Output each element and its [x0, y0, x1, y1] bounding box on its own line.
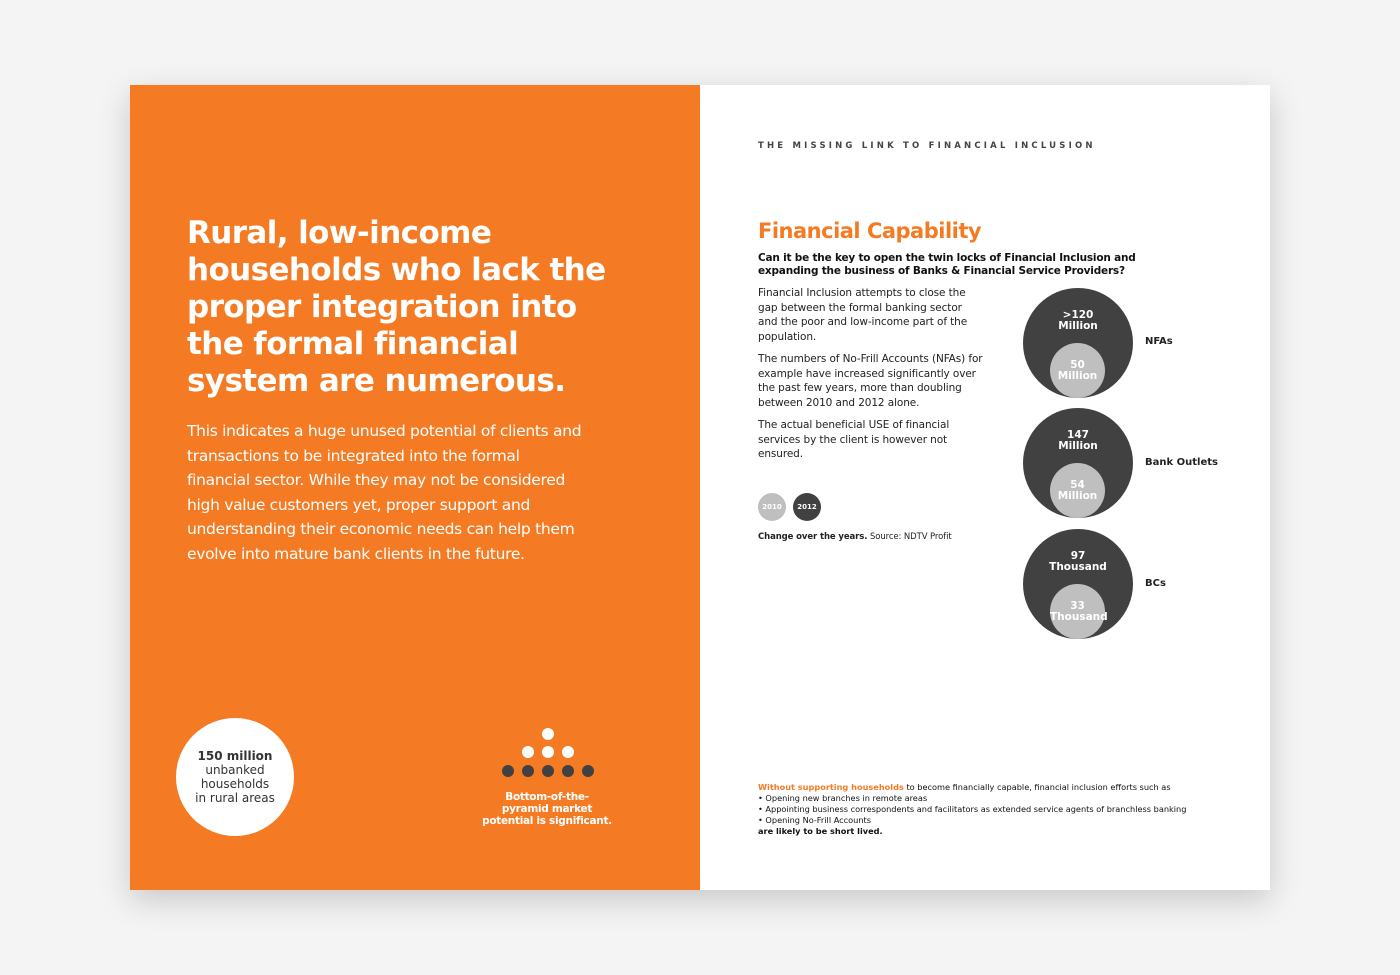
footnote — [758, 782, 1218, 837]
body-paragraph: The actual beneficial USE of financial services by the client is however not ensured. — [758, 419, 950, 460]
footnote-lead-in: Without supporting households — [758, 782, 904, 792]
footnote-bullet: • Appointing business correspondents and facilitators as extended service agents of branchless banking — [758, 804, 1187, 814]
footnote-bullet: • Opening new branches in remote areas — [758, 793, 928, 803]
pyramid-dot-mid — [542, 746, 554, 758]
bubble-2010-value: 54 — [1070, 479, 1085, 491]
body-paragraph: The numbers of No-Frill Accounts (NFAs) for example have increased significantly over the past few years, more than doubling between 2010 and 2012 alone. — [758, 353, 983, 409]
bubble-name-nfas: NFAs — [1145, 336, 1173, 347]
pyramid-icon — [502, 727, 594, 781]
pyramid-dot-base — [562, 765, 574, 777]
bubble-2010-unit: Million — [1057, 490, 1098, 502]
footnote-intro-rest: to become financially capable, financial inclusion efforts such as — [903, 782, 1171, 792]
bubble-2010-label — [1050, 360, 1105, 382]
stat-value: 150 million — [197, 749, 273, 763]
pyramid-dot-base — [582, 765, 594, 777]
bubble-name-bank-outlets: Bank Outlets — [1145, 457, 1218, 468]
stat-line-4: in rural areas — [195, 791, 275, 805]
pyramid-dot-base — [542, 765, 554, 777]
bubble-2012-value: 147 — [1067, 429, 1089, 441]
bubble-2010-unit: Thousand — [1050, 611, 1108, 623]
footnote-bullet: • Opening No-Frill Accounts — [758, 815, 872, 825]
bubble-2010 — [1050, 463, 1105, 518]
bubble-nfas — [1023, 288, 1133, 398]
brochure-spread — [130, 85, 1270, 890]
bubble-2010 — [1050, 584, 1108, 639]
source-label: Change over the years. — [758, 532, 868, 542]
legend-2010-dot: 2010 — [758, 493, 786, 521]
bubble-2012-unit: Million — [1058, 440, 1098, 452]
section-question: Can it be the key to open the twin locks of Financial Inclusion and expanding the business of Banks & Financial Service Providers? — [758, 252, 1136, 277]
legend-2012-dot: 2012 — [793, 493, 821, 521]
pyramid-dot-mid — [562, 746, 574, 758]
body-paragraph: Financial Inclusion attempts to close the gap between the formal banking sector and the poor and low-income part of the population. — [758, 287, 968, 343]
section-title: Financial Capability — [758, 219, 982, 243]
source-text: Source: NDTV Profit — [869, 532, 952, 542]
footnote-closing: are likely to be short lived. — [758, 826, 883, 836]
pyramid-dot-mid — [522, 746, 534, 758]
bubble-2012-label — [1023, 551, 1133, 573]
right-page — [700, 85, 1270, 890]
bubble-2012-value: 97 — [1070, 550, 1086, 562]
pyramid-caption: Bottom-of-the-pyramid market potential is significant. — [482, 791, 612, 827]
lead-paragraph: This indicates a huge unused potential of clients and transactions to be integrated into the formal financial sector. While they may not be considered high value customers yet, proper support and understanding their economic needs can help them evolve into mature bank clients in the future. — [187, 422, 582, 563]
unbanked-stat-circle — [176, 718, 294, 836]
pyramid-dot-base — [522, 765, 534, 777]
running-header: THE MISSING LINK TO FINANCIAL INCLUSION — [758, 141, 1096, 151]
bubble-2012-value: >120 — [1062, 309, 1094, 321]
pyramid-dot-base — [502, 765, 514, 777]
bubble-2010-unit: Million — [1057, 370, 1098, 382]
bubble-2012-unit: Million — [1058, 320, 1098, 332]
stat-line-2: unbanked — [205, 763, 265, 777]
bubble-bcs — [1023, 529, 1133, 639]
bubble-2012-label — [1023, 430, 1133, 452]
bubble-2010-value: 50 — [1070, 359, 1085, 371]
bubble-2012-label — [1023, 310, 1133, 332]
stat-line-3: households — [200, 777, 270, 791]
headline: Rural, low-income households who lack the proper integration into the formal financial system are numerous. — [187, 215, 606, 399]
left-page — [130, 85, 700, 890]
bubble-2012-unit: Thousand — [1049, 561, 1107, 573]
bubble-bank-outlets — [1023, 408, 1133, 518]
bubble-name-bcs: BCs — [1145, 578, 1166, 589]
bubble-2010-value: 33 — [1070, 600, 1085, 612]
footnote-intro — [758, 782, 1218, 793]
body-text — [758, 286, 983, 470]
pyramid-dot-top — [542, 728, 554, 740]
source-note — [758, 532, 952, 542]
bubble-2010-label — [1050, 600, 1108, 623]
bubble-2010-label — [1050, 480, 1105, 502]
bubble-2010 — [1050, 343, 1105, 398]
